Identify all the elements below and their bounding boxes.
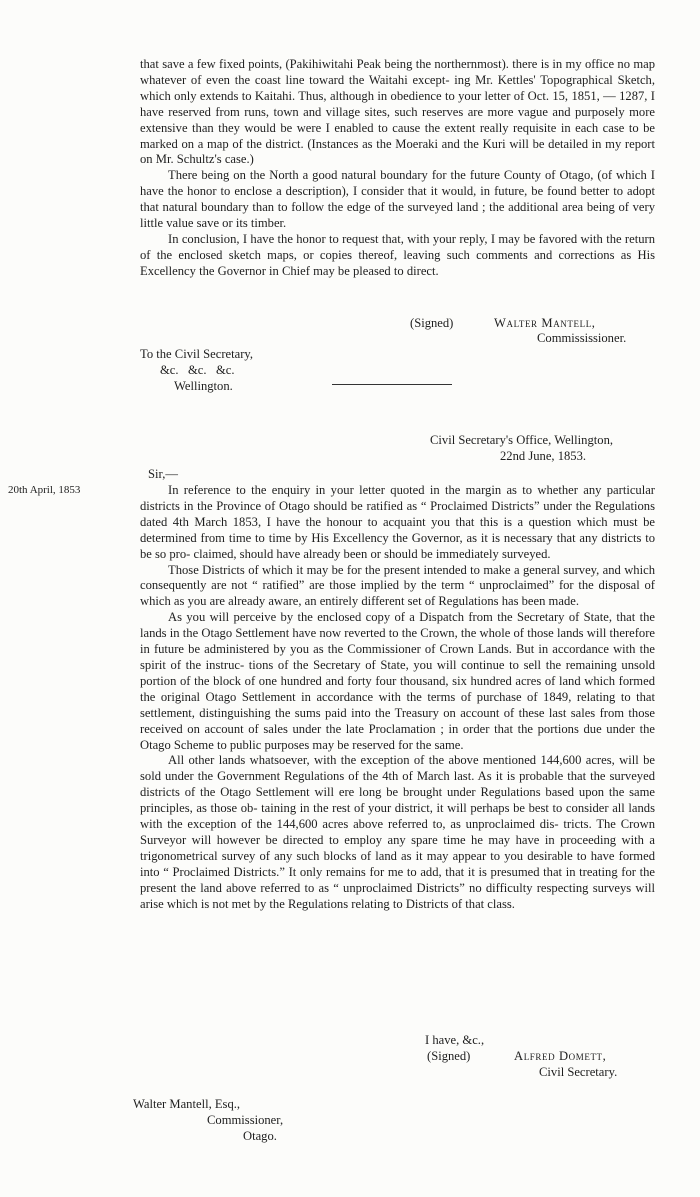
- letter2-paragraph: In reference to the enquiry in your letter quoted in the margin as to whether any particular districts in the Province of Otago should be ratified as “ Proclaimed Districts” under the Regulations dated 4th March 1853, I have the honour to acquaint you that this is a question which must be determined from time to time by His Excellency the Governor, as it is necessary that any districts to be so pro- claimed, should have already been or should be immediately surveyed.: [140, 483, 655, 561]
- letter1-paragraph: In conclusion, I have the honor to request that, with your reply, I may be favored with the return of the enclosed sketch maps, or copies thereof, leaving such comments and corrections as His Excellency the Governor in Chief may be pleased to direct.: [140, 231, 655, 278]
- letter2-paragraph: All other lands whatsoever, with the exception of the above mentioned 144,600 acres, will be sold under the Government Regulations of the 4th of March last. As it is probable that the surveyed districts of the Otago Settlement will ere long be brought under Regulations based upon the same principles, as those ob- taining in the rest of your district, it will perhaps be best to consider all lands with the exception of the 144,600 acres above referred to, as unproclaimed dis- tricts. The Crown Surveyor will however be directed to employ any spare time he may have in proceeding with a trigonometrical survey of any such blocks of land as it may appear to you desirable to have formed into “ Proclaimed Districts.” It only remains for me to add, that it is presumed that in treating for the present the land above referred to as “ unproclaimed Districts” no difficulty respecting surveys will arise which is not met by the Regulations relating to Districts of that class.: [140, 753, 655, 911]
- letter2-addressee-line: Otago.: [243, 1129, 277, 1143]
- letter2-office: Civil Secretary's Office, Wellington,: [430, 433, 614, 447]
- letter2-addressee-line: Commissioner,: [207, 1113, 284, 1127]
- letter2-closing: I have, &c.,: [425, 1033, 485, 1047]
- letter1-addressee-line: Wellington.: [174, 379, 233, 393]
- letter1-addressee-line: &c. &c. &c.: [160, 363, 235, 377]
- letter2-paragraph: Those Districts of which it may be for the present intended to make a general survey, and which consequently are not “ ratified” are those implied by the term “ unproclaimed” for the disposal of which as you are already aware, an entirely different set of Regulations has been made.: [140, 562, 655, 609]
- letter1-signed-label: (Signed): [410, 316, 454, 330]
- letter2-signatory: Alfred Domett,: [514, 1049, 607, 1063]
- letter2-signatory-title: Civil Secretary.: [539, 1065, 618, 1079]
- letter2-salutation: Sir,—: [148, 467, 178, 481]
- letter1-addressee-line: To the Civil Secretary,: [140, 347, 254, 361]
- margin-note: 20th April, 1853: [8, 484, 81, 496]
- letter2-addressee-line: Walter Mantell, Esq.,: [133, 1097, 241, 1111]
- letter1-signatory: Walter Mantell,: [494, 316, 596, 330]
- letter1-body: [140, 57, 655, 280]
- letter1-paragraph: that save a few fixed points, (Pakihiwitahi Peak being the northernmost). there is in my office no map whatever of even the coast line toward the Waitahi except- ing Mr. Kettles' Topographical Sketch, which only extends to Kaitahi. Thus, although in obedience to your letter of Oct. 15, 1851, — 1287, I have reserved from runs, town and village sites, such reserves are more vague and purposely more extensive than they would be were I enabled to cause the extent really requisite in each case to be marked on a map of the district. (Instances as the Moeraki and the Kuri will be detailed in my report on Mr. Schultz's case.): [140, 57, 655, 167]
- letter1-paragraph: There being on the North a good natural boundary for the future County of Otago, (of which I have the honor to enclose a description), I consider that it would, in future, be found better to adopt that natural boundary than to follow the edge of the surveyed land ; the additional area being of very little value save or its timber.: [140, 168, 655, 231]
- letter2-signed-label: (Signed): [427, 1049, 471, 1063]
- letter2-body: [140, 483, 655, 912]
- section-divider: [332, 384, 452, 385]
- letter2-date: 22nd June, 1853.: [500, 449, 587, 463]
- letter2-paragraph: As you will perceive by the enclosed copy of a Dispatch from the Secretary of State, that the lands in the Otago Settlement have now reverted to the Crown, the whole of those lands will therefore in future be administered by you as the Commissioner of Crown Lands. But in accordance with the spirit of the instruc- tions of the Secretary of State, you will continue to sell the remaining unsold portion of the block of one hundred and forty four thousand, six hundred acres of land which formed the original Otago Settlement in accordance with the terms of purchase of 1849, relating to that settlement, distinguishing the sums paid into the Treasury on account of these last sales from those received on account of sales under the late Proclamation ; in order that the portions due under the Otago Scheme to public purposes may be reserved for the same.: [140, 610, 655, 752]
- letter1-signatory-title: Commississioner.: [537, 331, 627, 345]
